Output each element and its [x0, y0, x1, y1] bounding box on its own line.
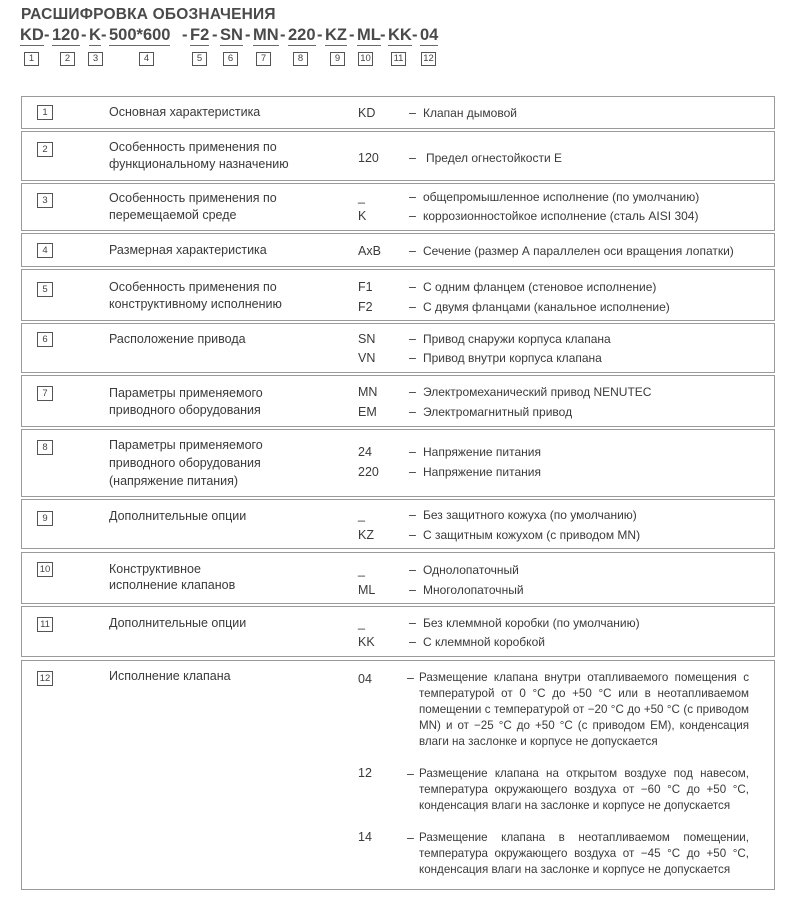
row-description: С защитным кожухом (с приводом MN) [423, 528, 641, 542]
dash: – [407, 671, 414, 685]
dash: – [409, 563, 416, 577]
table-row [21, 552, 775, 604]
table-row [21, 429, 775, 497]
code-separator: - [380, 26, 386, 44]
row-description: Предел огнестойкости Е [426, 151, 563, 165]
dash: – [409, 244, 416, 258]
row-description: Без клеммной коробки (по умолчанию) [423, 616, 640, 630]
row-number: 5 [37, 282, 53, 297]
row-number: 6 [37, 332, 53, 347]
row-label: функциональному назначению [109, 157, 289, 171]
row-code: 24 [358, 445, 372, 459]
row-number: 8 [37, 440, 53, 455]
row-label: Дополнительные опции [109, 616, 247, 630]
dash: – [409, 508, 416, 522]
code-segment-kz: KZ [325, 26, 347, 44]
row-description: Размещение клапана на открытом воздухе под навесом, температура окружающего воздуха от −60 °C до +50 °C, конденсация влаги на заслонке и корпусе не допускается [419, 767, 749, 812]
row-label: Особенность применения по [109, 191, 277, 205]
row-code: F2 [358, 300, 373, 314]
row-code: 14 [358, 830, 372, 844]
code-segment-220: 220 [288, 26, 316, 44]
row-number: 4 [37, 243, 53, 258]
number-box: 2 [60, 52, 75, 66]
row-label: приводного оборудования [109, 456, 261, 470]
table-row [21, 499, 775, 549]
code-separator: - [182, 26, 188, 44]
dash: – [409, 635, 416, 649]
row-description: Электромеханический привод NENUTEC [423, 385, 652, 399]
row-code: KZ [358, 528, 374, 542]
code-separator: - [317, 26, 323, 44]
row-code: SN [358, 332, 376, 346]
dash: – [409, 405, 416, 419]
dash: – [409, 465, 416, 479]
table-row [21, 269, 775, 321]
row-label: исполнение клапанов [109, 578, 236, 592]
code-separator: - [280, 26, 286, 44]
dash: – [409, 151, 416, 165]
dash: – [409, 300, 416, 314]
row-label: Конструктивное [109, 562, 201, 576]
row-description: С клеммной коробкой [423, 635, 545, 649]
code-separator: - [44, 26, 50, 44]
row-number: 3 [37, 193, 53, 208]
row-number: 12 [37, 671, 53, 686]
row-code: KK [358, 635, 375, 649]
number-box: 10 [358, 52, 373, 66]
dash: – [407, 767, 414, 781]
row-number: 7 [37, 386, 53, 401]
row-label: Исполнение клапана [109, 669, 231, 683]
row-description: Однолопаточный [423, 563, 519, 577]
dash: – [407, 831, 414, 845]
code-separator: - [81, 26, 87, 44]
row-description: коррозионностойкое исполнение (сталь AISI 304) [423, 209, 699, 223]
dash: – [409, 332, 416, 346]
code-segment-kd: KD [20, 26, 44, 44]
row-label: приводного оборудования [109, 403, 261, 417]
dash: – [409, 385, 416, 399]
row-code: 120 [358, 151, 379, 165]
dash: – [409, 106, 416, 120]
row-code: 12 [358, 766, 372, 780]
number-box: 11 [391, 52, 406, 66]
row-description: Сечение (размер А параллелен оси вращения лопатки) [423, 244, 734, 258]
table-row [21, 233, 775, 267]
number-box: 3 [88, 52, 103, 66]
row-number: 10 [37, 562, 53, 577]
row-description: Многолопаточный [423, 583, 524, 597]
row-description: Напряжение питания [423, 445, 541, 459]
dash: – [409, 190, 416, 204]
table-row [21, 606, 775, 657]
row-code: EM [358, 405, 377, 419]
code-separator: - [349, 26, 355, 44]
row-description: С двумя фланцами (канальное исполнение) [423, 300, 670, 314]
row-number: 9 [37, 511, 53, 526]
code-segment-kk: KK [388, 26, 412, 44]
number-box: 7 [256, 52, 271, 66]
row-description: общепромышленное исполнение (по умолчанию) [423, 190, 700, 204]
row-label: Параметры применяемого [109, 438, 263, 452]
row-description: Напряжение питания [423, 465, 541, 479]
number-box: 6 [223, 52, 238, 66]
code-segment-mn: MN [253, 26, 279, 44]
row-label: Расположение привода [109, 332, 246, 346]
dash: – [409, 280, 416, 294]
code-segment-f2: F2 [190, 26, 210, 44]
number-box: 5 [192, 52, 207, 66]
row-code: 220 [358, 465, 379, 479]
row-description: Привод внутри корпуса клапана [423, 351, 602, 365]
row-code: 04 [358, 672, 372, 686]
table-row [21, 375, 775, 427]
row-code: _ [358, 616, 365, 630]
row-number: 11 [37, 617, 53, 632]
number-box: 1 [24, 52, 39, 66]
dash: – [409, 528, 416, 542]
dash: – [409, 583, 416, 597]
table-row [21, 323, 775, 373]
number-box: 8 [293, 52, 308, 66]
row-label: Особенность применения по [109, 280, 277, 294]
row-description: Без защитного кожуха (по умолчанию) [423, 508, 637, 522]
row-code: AxB [358, 244, 381, 258]
row-description: С одним фланцем (стеновое исполнение) [423, 280, 657, 294]
dash: – [409, 616, 416, 630]
row-description: Размещение клапана в неотапливаемом помещении, температура окружающего воздуха от −45 °C до +50 °C, конденсация влаги на заслонке и корпусе не допускается [419, 831, 749, 876]
row-code: KD [358, 106, 376, 120]
row-code: _ [358, 563, 365, 577]
page-title: РАСШИФРОВКА ОБОЗНАЧЕНИЯ [21, 6, 276, 23]
number-box: 12 [421, 52, 436, 66]
table-row [21, 660, 775, 890]
row-code: ML [358, 583, 376, 597]
dash: – [409, 351, 416, 365]
code-segment-ml: ML [357, 26, 381, 44]
number-box: 4 [139, 52, 154, 66]
row-label: перемещаемой среде [109, 208, 237, 222]
row-label: Особенность применения по [109, 140, 277, 154]
row-code: MN [358, 385, 378, 399]
row-description: Привод снаружи корпуса клапана [423, 332, 611, 346]
code-separator: - [101, 26, 107, 44]
table-row [21, 131, 775, 181]
row-code: VN [358, 351, 376, 365]
number-box: 9 [330, 52, 345, 66]
row-label: конструктивному исполнению [109, 297, 282, 311]
code-separator: - [245, 26, 251, 44]
dash: – [409, 209, 416, 223]
dash: – [409, 445, 416, 459]
row-code: F1 [358, 280, 373, 294]
table-row [21, 183, 775, 231]
table-row [21, 96, 775, 129]
code-separator: - [212, 26, 218, 44]
row-description: Электромагнитный привод [423, 405, 573, 419]
row-description: Размещение клапана внутри отапливаемого помещения с температурой от 0 °C до +50 °C или в неотапливаемом помещении с температурой от −20 °C до +50 °C (с приводом MN) и от −25 °C до +50 °C (с приводом EM), конденсация влаги на заслонке и корпусе не допускается [419, 671, 749, 748]
row-number: 2 [37, 142, 53, 157]
row-label: Дополнительные опции [109, 509, 247, 523]
code-separator: - [412, 26, 418, 44]
code-segment-120: 120 [52, 26, 80, 44]
row-code: K [358, 209, 367, 223]
row-label: (напряжение питания) [109, 474, 239, 488]
row-label: Размерная характеристика [109, 243, 267, 257]
code-segment-size: 500*600 [109, 26, 171, 44]
row-code: _ [358, 190, 365, 204]
row-number: 1 [37, 105, 53, 120]
row-label: Параметры применяемого [109, 386, 263, 400]
code-segment-sn: SN [220, 26, 243, 44]
code-segment-k: K [89, 26, 101, 44]
row-label: Основная характеристика [109, 105, 261, 119]
row-code: _ [358, 508, 365, 522]
row-description: Клапан дымовой [423, 106, 517, 120]
code-segment-04: 04 [420, 26, 439, 44]
